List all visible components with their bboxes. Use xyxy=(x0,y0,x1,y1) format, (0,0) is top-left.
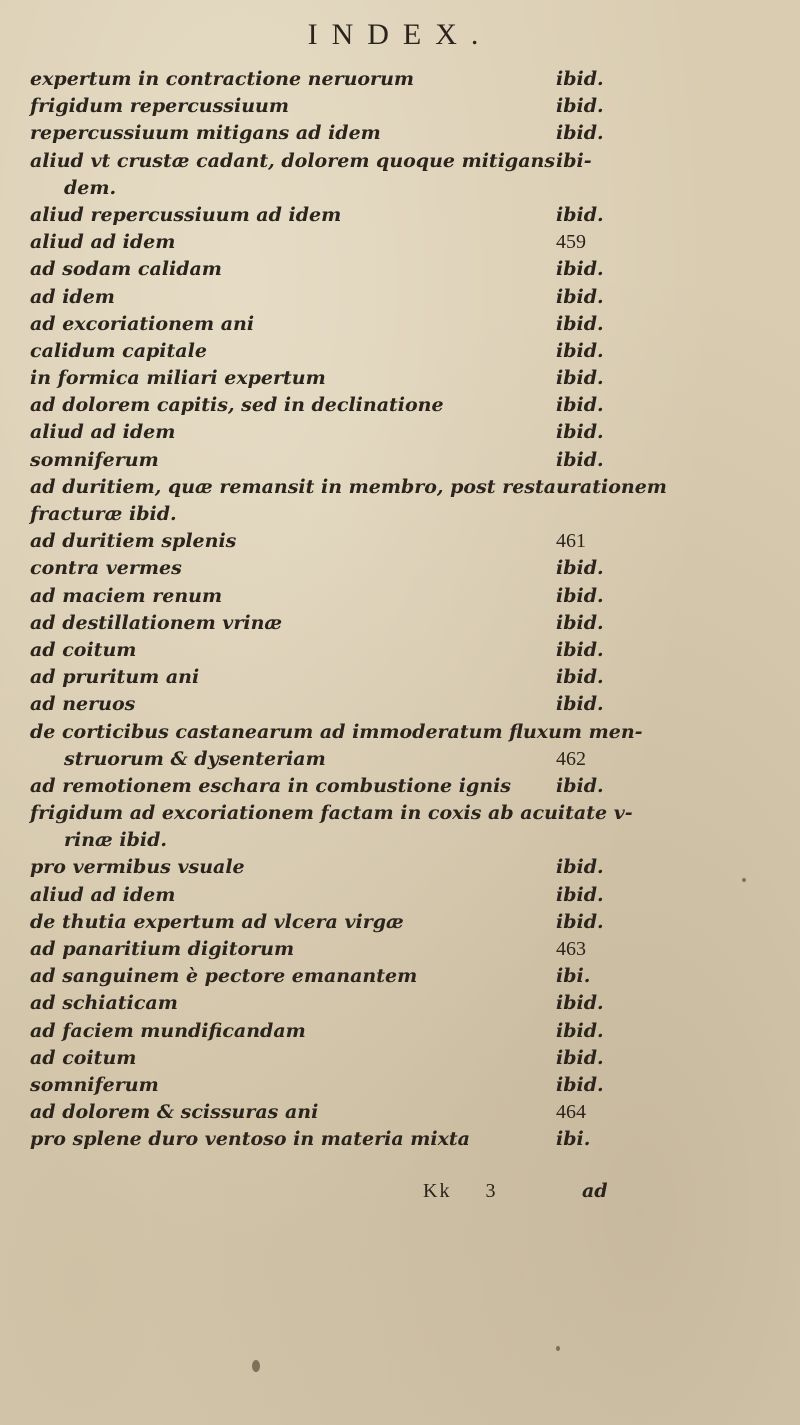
page-reference: ibid. xyxy=(556,203,604,226)
index-page-refs xyxy=(556,66,656,1154)
index-entry: aliud ad idem xyxy=(30,421,176,444)
page-reference: ibid. xyxy=(556,666,604,689)
index-entry: aliud ad idem xyxy=(30,883,176,906)
index-entry: somniferum xyxy=(30,448,159,471)
page-reference: ibid. xyxy=(556,1046,604,1069)
page-reference: ibid. xyxy=(556,421,604,444)
index-entry: ad dolorem & scissuras ani xyxy=(30,1101,319,1124)
index-entry: ad duritiem, quæ remansit in membro, post restaurationem xyxy=(30,475,667,498)
index-entry: ad sodam calidam xyxy=(30,258,222,281)
page-reference: ibid. xyxy=(556,68,604,90)
index-entry: dem. xyxy=(64,176,117,199)
page-reference: ibid. xyxy=(556,856,604,879)
ink-spot xyxy=(742,878,746,882)
page-reference: ibid. xyxy=(556,638,604,661)
page-reference xyxy=(556,800,656,827)
index-entry: ad sanguinem è pectore emanantem xyxy=(30,965,418,988)
index-entry: in formica miliari expertum xyxy=(30,367,326,390)
signature-mark: Kk xyxy=(423,1180,452,1202)
page-reference: ibid. xyxy=(556,448,604,471)
index-entry: calidum capitale xyxy=(30,339,207,362)
ink-spot xyxy=(252,1360,260,1372)
page-reference: 459 xyxy=(556,231,586,254)
page-reference: 464 xyxy=(556,1101,586,1124)
index-entry: ad duritiem splenis xyxy=(30,530,237,553)
index-entry: de corticibus castanearum ad immoderatum fluxum men- xyxy=(30,720,643,743)
page-reference: ibi. xyxy=(556,1128,591,1151)
page-reference: ibid. xyxy=(556,774,604,797)
page-reference xyxy=(556,719,656,746)
index-entry: ad idem xyxy=(30,285,115,308)
index-entry: aliud ad idem xyxy=(30,231,176,254)
gathering-number: 3 xyxy=(485,1180,496,1202)
page-reference: ibi- xyxy=(556,149,592,172)
index-entry: ad neruos xyxy=(30,693,136,716)
page-reference: ibid. xyxy=(556,95,604,118)
index-entry: aliud vt crustæ cadant, dolorem quoque mitigans xyxy=(30,149,556,172)
index-entry: ad maciem renum xyxy=(30,584,223,607)
page-reference: ibid. xyxy=(556,367,604,390)
index-entry: somniferum xyxy=(30,1073,159,1096)
page-reference: ibid. xyxy=(556,312,604,335)
page-reference: ibid. xyxy=(556,285,604,308)
index-entry: frigidum repercussiuum xyxy=(30,95,289,118)
index-entry: ad schiaticam xyxy=(30,992,178,1015)
index-entry: ad dolorem capitis, sed in declinatione xyxy=(30,394,444,417)
index-entry: ad excoriationem ani xyxy=(30,312,255,335)
index-entry: struorum & dysenteriam xyxy=(64,747,326,770)
index-entry: ad pruritum ani xyxy=(30,666,200,689)
index-entry: ad coitum xyxy=(30,1046,137,1069)
page-reference: ibid. xyxy=(556,394,604,417)
index-entry: ad panaritium digitorum xyxy=(30,938,295,960)
index-entry: ad destillationem vrinæ xyxy=(30,611,283,634)
page-header: INDEX. xyxy=(307,18,493,51)
page-reference: ibid. xyxy=(556,693,604,716)
index-entry: de thutia expertum ad vlcera virgæ xyxy=(30,910,404,933)
page-reference: 462 xyxy=(556,747,586,770)
index-entry: rinæ ibid. xyxy=(64,829,167,852)
page-reference: ibid. xyxy=(556,883,604,906)
index-entry: frigidum ad excoriationem factam in coxis ab acuitate v- xyxy=(30,802,633,825)
index-entry: aliud repercussiuum ad idem xyxy=(30,203,342,226)
index-entry: contra vermes xyxy=(30,557,182,580)
page-reference: ibid. xyxy=(556,557,604,580)
page-reference: ibid. xyxy=(556,584,604,607)
page-reference: ibi. xyxy=(556,965,591,988)
page-reference: 461 xyxy=(556,530,586,553)
page-reference: ibid. xyxy=(556,339,604,362)
index-entry: expertum in contractione neruorum xyxy=(30,68,414,90)
page-reference xyxy=(556,474,656,501)
index-entry: fracturæ ibid. xyxy=(30,503,177,525)
page-reference: ibid. xyxy=(556,611,604,634)
page-reference: ibid. xyxy=(556,258,604,281)
page-reference xyxy=(556,175,656,202)
index-entry: ad coitum xyxy=(30,638,137,661)
index-entry: ad remotionem eschara in combustione ignis xyxy=(30,774,511,797)
page-reference: ibid. xyxy=(556,1073,604,1096)
index-entry: ad faciem mundificandam xyxy=(30,1019,306,1042)
page-reference: ibid. xyxy=(556,122,604,145)
page-reference: 463 xyxy=(556,938,586,960)
index-entry: pro splene duro ventoso in materia mixta xyxy=(30,1128,470,1151)
index-entry: pro vermibus vsuale xyxy=(30,856,245,879)
ink-spot xyxy=(556,1346,560,1351)
catchword: ad xyxy=(582,1180,608,1202)
page-reference: ibid. xyxy=(556,992,604,1015)
page-reference xyxy=(556,827,656,854)
page-reference: ibid. xyxy=(556,910,604,933)
index-entries xyxy=(30,66,667,1154)
index-entry: repercussiuum mitigans ad idem xyxy=(30,122,381,145)
page-reference xyxy=(556,501,656,528)
page-footer xyxy=(423,1180,495,1203)
page-reference: ibid. xyxy=(556,1019,604,1042)
